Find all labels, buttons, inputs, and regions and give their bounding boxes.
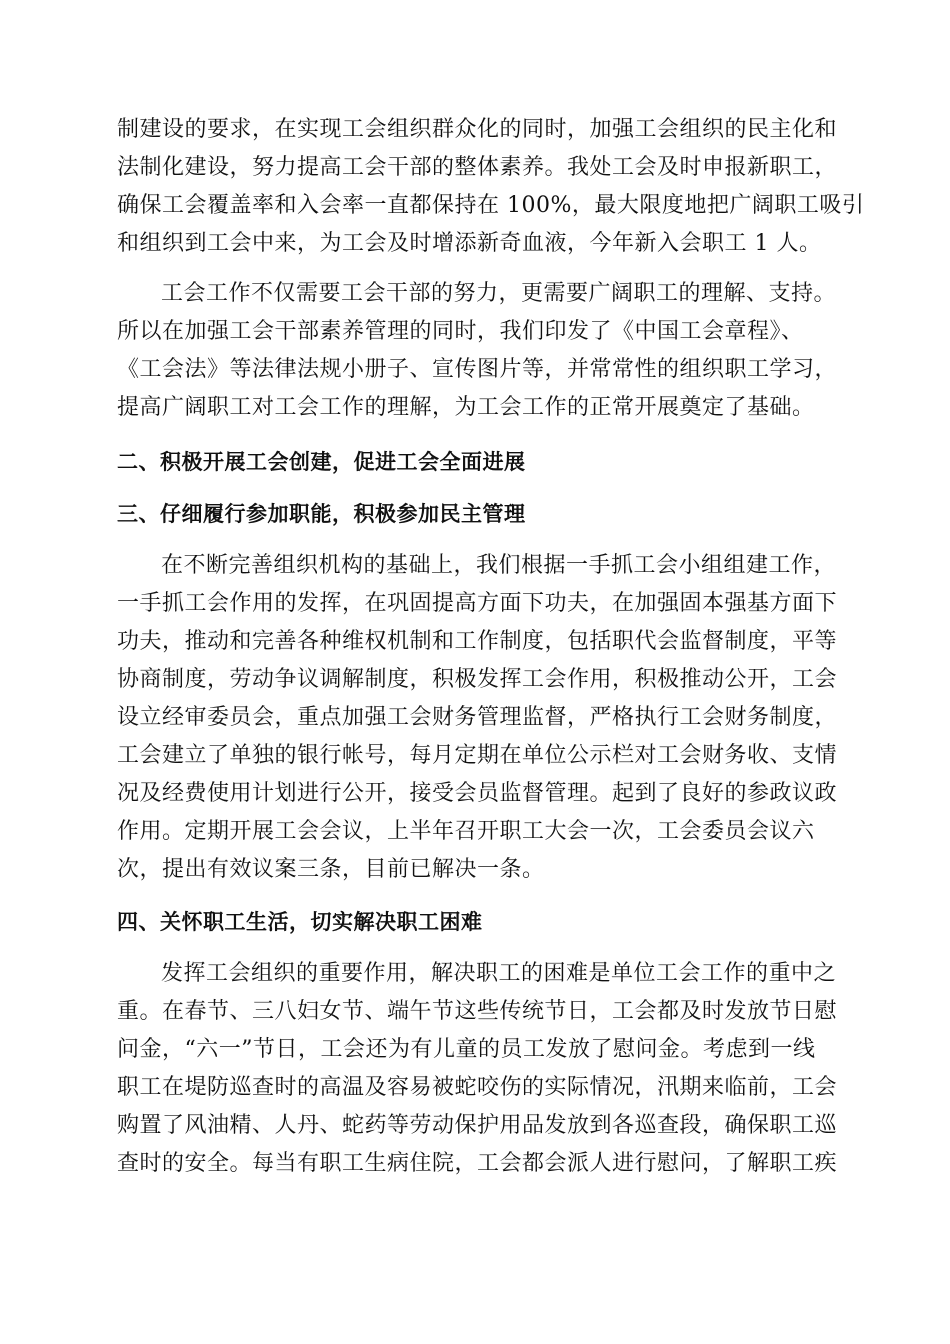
text-line: 购置了风油精、人丹、蛇药等劳动保护用品发放到各巡查段，确保职工巡 xyxy=(117,1113,838,1138)
text-line: 况及经费使用计划进行公开，接受会员监督管理。起到了良好的参政议政 xyxy=(117,781,838,806)
text-line: 作用。定期开展工会会议，上半年召开职工大会一次，工会委员会议六 xyxy=(117,819,815,844)
text-line: 协商制度，劳动争议调解制度，积极发挥工会作用，积极推动公开，工会 xyxy=(117,667,838,692)
section-heading-2: 二、积极开展工会创建，促进工会全面进展 xyxy=(117,450,526,474)
section-heading-4: 四、关怀职工生活，切实解决职工困难 xyxy=(117,910,483,934)
text-line: 制建设的要求，在实现工会组织群众化的同时，加强工会组织的民主化和 xyxy=(117,117,838,142)
text-line: 和组织到工会中来，为工会及时增添新奇血液，今年新入会职工 1 人。 xyxy=(117,231,822,256)
text-line: 法制化建设，努力提高工会干部的整体素养。我处工会及时申报新职工， xyxy=(117,155,838,180)
paragraph-democratic-management xyxy=(117,547,838,889)
text-line: 重。在春节、三八妇女节、端午节这些传统节日，工会都及时发放节日慰 xyxy=(117,999,838,1024)
text-line: 发挥工会组织的重要作用，解决职工的困难是单位工会工作的重中之 xyxy=(161,961,837,986)
text-line: 《工会法》等法律法规小册子、宣传图片等，并常常性的组织职工学习， xyxy=(117,357,838,382)
text-line: 查时的安全。每当有职工生病住院，工会都会派人进行慰问，了解职工疾 xyxy=(117,1151,838,1176)
text-line: 在不断完善组织机构的基础上，我们根据一手抓工会小组组建工作， xyxy=(161,553,837,578)
paragraph-worker-care xyxy=(117,955,838,1183)
text-line: 职工在堤防巡查时的高温及容易被蛇咬伤的实际情况，汛期来临前，工会 xyxy=(117,1075,838,1100)
document-body xyxy=(117,111,865,1183)
section-heading-3: 三、仔细履行参加职能，积极参加民主管理 xyxy=(117,502,526,526)
text-line: 问金，“六一”节日，工会还为有儿童的员工发放了慰问金。考虑到一线 xyxy=(117,1037,816,1062)
text-line: 功夫，推动和完善各种维权机制和工作制度，包括职代会监督制度，平等 xyxy=(117,629,838,654)
text-line: 工会工作不仅需要工会干部的努力，更需要广阔职工的理解、支持。 xyxy=(161,281,837,306)
text-line: 一手抓工会作用的发挥，在巩固提高方面下功夫，在加强固本强基方面下 xyxy=(117,591,838,616)
text-line: 确保工会覆盖率和入会率一直都保持在 100%，最大限度地把广阔职工吸引 xyxy=(117,193,865,218)
text-line: 提高广阔职工对工会工作的理解，为工会工作的正常开展奠定了基础。 xyxy=(117,395,815,420)
paragraph-training xyxy=(117,275,838,427)
text-line: 次，提出有效议案三条，目前已解决一条。 xyxy=(117,857,545,882)
paragraph-membership xyxy=(117,111,865,263)
text-line: 设立经审委员会，重点加强工会财务管理监督，严格执行工会财务制度， xyxy=(117,705,838,730)
text-line: 所以在加强工会干部素养管理的同时，我们印发了《中国工会章程》、 xyxy=(117,319,804,344)
text-line: 工会建立了单独的银行帐号，每月定期在单位公示栏对工会财务收、支情 xyxy=(117,743,838,768)
